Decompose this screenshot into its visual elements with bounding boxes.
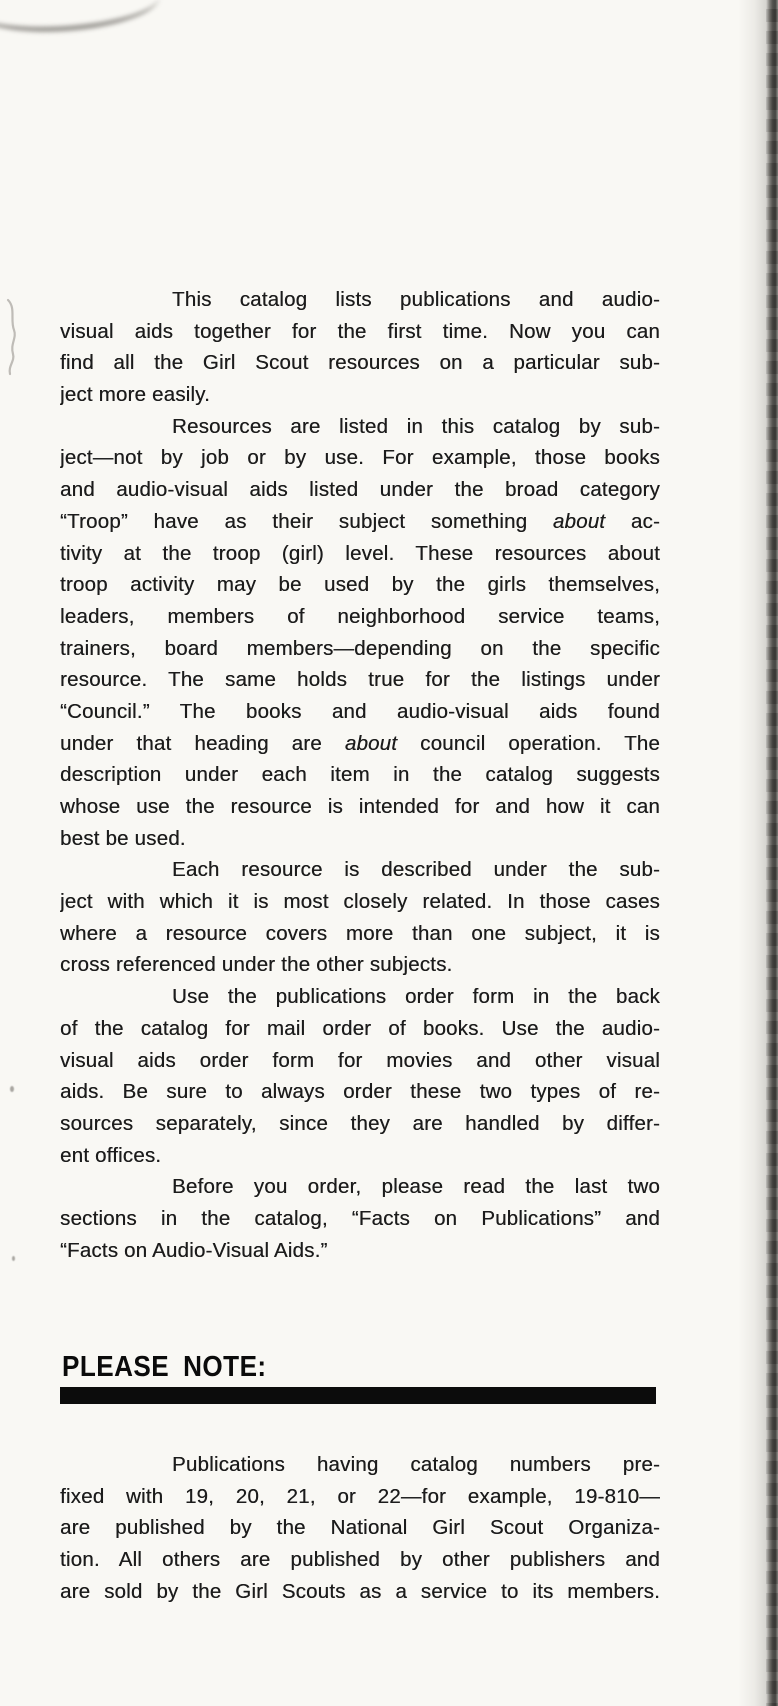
text-segment: trainers, board members—depending on the specific <box>60 636 660 660</box>
text-segment: Before you order, please read the last two <box>172 1175 660 1199</box>
text-segment: of the catalog for mail order of books. Use the audio- <box>60 1016 660 1040</box>
text-segment: ent offices. <box>60 1143 162 1167</box>
text-line <box>60 347 660 379</box>
text-line <box>60 1576 660 1608</box>
text-segment: “Facts on Audio-Visual Aids.” <box>60 1238 328 1262</box>
paragraph <box>60 1449 660 1607</box>
text-line <box>60 854 660 886</box>
text-line <box>60 791 660 823</box>
text-line <box>60 1013 660 1045</box>
text-segment: “Troop” have as their subject something <box>60 509 553 533</box>
paragraph <box>60 1171 660 1266</box>
text-segment: leaders, members of neighborhood service teams, <box>60 604 660 628</box>
text-segment: and audio-visual aids listed under the broad category <box>60 478 660 502</box>
heading-rule-bar <box>60 1387 656 1404</box>
paragraph <box>60 854 660 981</box>
italic-text: about <box>344 731 398 755</box>
text-line <box>60 823 660 855</box>
scan-speck <box>12 1256 15 1261</box>
text-line <box>60 506 660 538</box>
text-line <box>60 1045 660 1077</box>
page-gutter-shadow <box>766 0 778 1706</box>
text-line <box>60 886 660 918</box>
text-segment: council operation. The <box>397 731 660 755</box>
text-segment: description under each item in the catalog suggests <box>60 763 660 787</box>
scan-scratch-left-edge <box>4 298 34 376</box>
text-line <box>60 981 660 1013</box>
paragraph <box>60 411 660 855</box>
text-line <box>60 411 660 443</box>
text-segment: whose use the resource is intended for and how it can <box>60 795 660 818</box>
intro-text-block <box>60 284 660 1266</box>
text-segment: tivity at the troop (girl) level. These resources about <box>60 541 660 565</box>
text-line <box>60 1076 660 1108</box>
note-text-block <box>60 1449 660 1607</box>
text-line <box>60 284 660 316</box>
please-note-heading: PLEASE NOTE: <box>62 1351 267 1383</box>
text-segment: ject—not by job or by use. For example, those books <box>60 446 660 470</box>
italic-text: about <box>552 509 606 533</box>
text-line <box>60 918 660 950</box>
scan-smudge-top-left <box>0 0 162 38</box>
scan-speck <box>10 1086 14 1092</box>
text-line <box>60 569 660 601</box>
text-line <box>60 538 660 570</box>
text-line <box>60 1108 660 1140</box>
text-line <box>60 664 660 696</box>
text-line <box>60 1481 660 1513</box>
text-segment: aids. Be sure to always order these two types of re- <box>60 1080 660 1104</box>
text-segment: This catalog lists publications and audio- <box>172 288 660 311</box>
text-line <box>60 1512 660 1544</box>
text-line <box>60 759 660 791</box>
text-line <box>60 949 660 981</box>
text-line <box>60 1140 660 1172</box>
text-segment: ject more easily. <box>60 383 210 407</box>
text-segment: “Council.” The books and audio-visual aids found <box>60 699 660 723</box>
text-line <box>60 379 660 411</box>
paragraph <box>60 981 660 1171</box>
text-line <box>60 601 660 633</box>
page-gutter-shade <box>738 0 766 1706</box>
text-segment: visual aids together for the first time. Now you can <box>60 319 660 343</box>
text-segment: ject with which it is most closely related. In those cases <box>60 890 660 914</box>
text-line <box>60 1203 660 1235</box>
text-segment: best be used. <box>60 826 186 850</box>
text-segment: ac- <box>605 509 660 533</box>
text-segment: cross referenced under the other subjects. <box>60 953 453 977</box>
text-segment: Use the publications order form in the back <box>172 985 660 1009</box>
text-segment: tion. All others are published by other publishers and <box>60 1548 660 1572</box>
text-line <box>60 1235 660 1267</box>
text-segment: Resources are listed in this catalog by sub- <box>172 414 660 438</box>
text-segment: under that heading are <box>60 731 345 755</box>
text-line <box>60 633 660 665</box>
text-line <box>60 1449 660 1481</box>
text-line <box>60 1171 660 1203</box>
text-line <box>60 316 660 348</box>
text-segment: find all the Girl Scout resources on a particular sub- <box>60 351 660 375</box>
text-segment: troop activity may be used by the girls themselves, <box>60 573 660 597</box>
text-line <box>60 1544 660 1576</box>
text-segment: visual aids order form for movies and other visual <box>60 1048 660 1072</box>
text-segment: resource. The same holds true for the listings under <box>60 668 660 692</box>
text-segment: Each resource is described under the sub- <box>172 858 660 882</box>
text-segment: Publications having catalog numbers pre- <box>172 1453 660 1476</box>
paragraph <box>60 284 660 411</box>
text-line <box>60 696 660 728</box>
text-line <box>60 728 660 760</box>
text-line <box>60 442 660 474</box>
text-line <box>60 474 660 506</box>
text-segment: are published by the National Girl Scout Organiza- <box>60 1516 660 1540</box>
text-segment: are sold by the Girl Scouts as a service to its members. <box>60 1579 660 1603</box>
text-segment: sections in the catalog, “Facts on Publications” and <box>60 1206 660 1230</box>
text-segment: sources separately, since they are handled by differ- <box>60 1111 660 1135</box>
text-segment: where a resource covers more than one subject, it is <box>60 921 660 945</box>
text-segment: fixed with 19, 20, 21, or 22—for example, 19-810— <box>60 1484 660 1508</box>
